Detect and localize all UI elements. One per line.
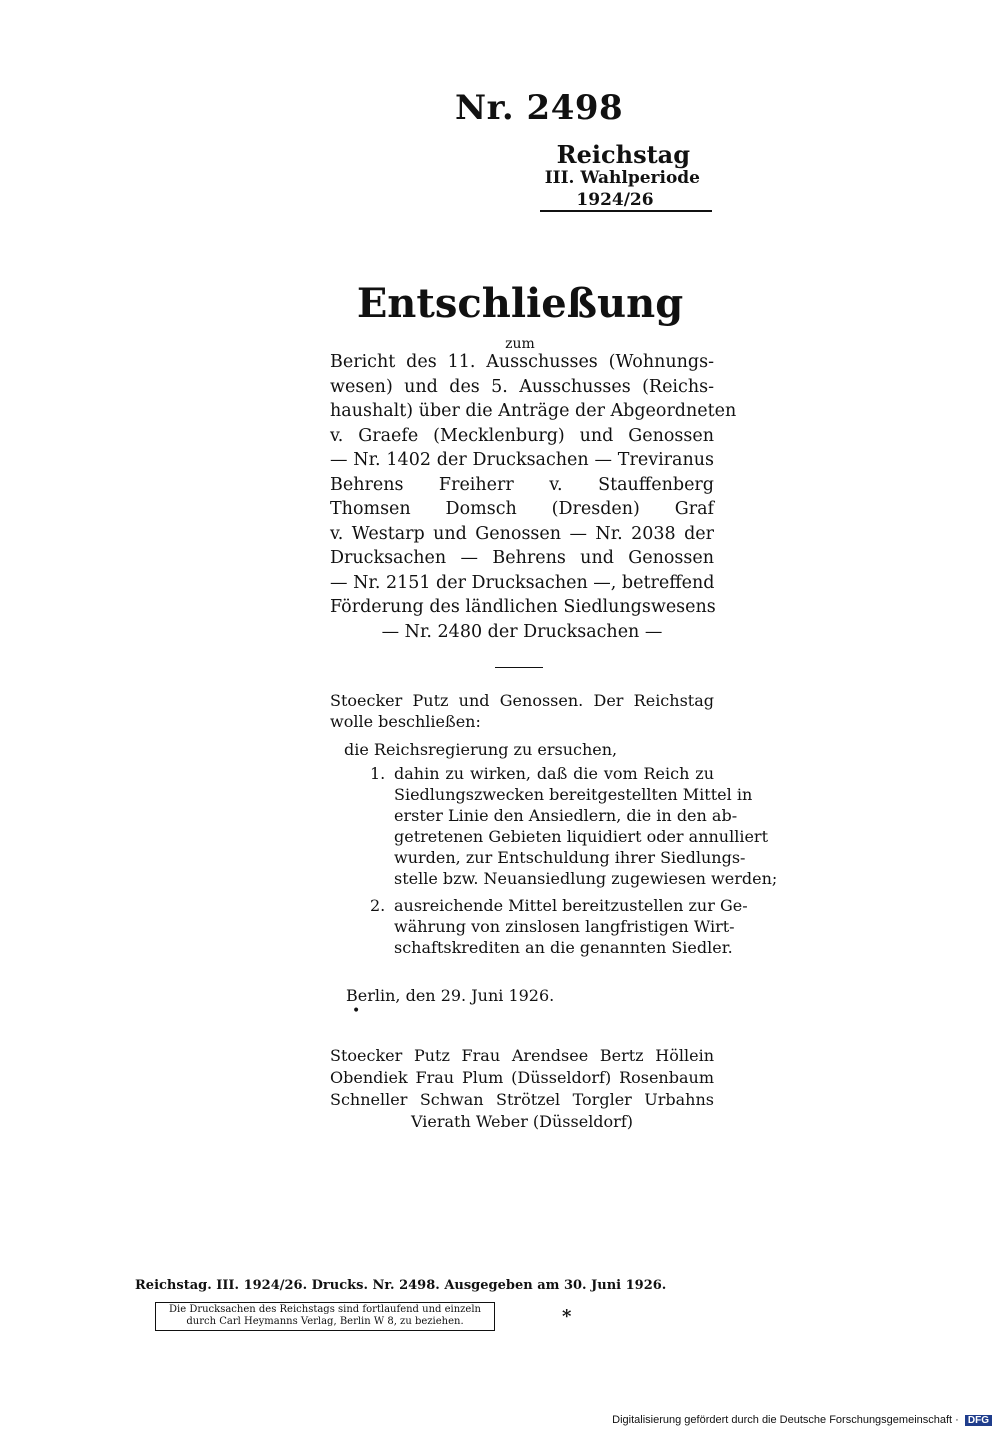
legislative-period: III. Wahlperiode [544, 168, 700, 188]
distribution-note-box [155, 1302, 495, 1331]
dfg-logo: DFG [965, 1415, 992, 1426]
item-line: schaftskrediten an die genannten Siedler. [394, 938, 733, 957]
document-title: Entschließung [356, 280, 684, 327]
header-rule [540, 210, 712, 212]
intro-line: — Nr. 2480 der Drucksachen — [381, 621, 663, 642]
motion-text [330, 690, 714, 732]
item-line: erster Linie den Ansiedlern, die in den ab- [394, 806, 738, 825]
item-line: Siedlungszwecken bereitgestellten Mittel in [394, 785, 753, 804]
signature-line: Schneller Schwan Strötzel Torgler Urbahns [330, 1090, 714, 1109]
item-line: getretenen Gebieten liquidiert oder annulliert [394, 827, 769, 846]
item-line: währung von zinslosen langfristigen Wirt- [394, 917, 735, 936]
digitization-credit-text: Digitalisierung gefördert durch die Deutsche Forschungsgemeinschaft · [612, 1414, 959, 1426]
parliament-name: Reichstag [556, 140, 690, 169]
item-line: ausreichende Mittel bereitzustellen zur Ge- [394, 896, 748, 915]
intro-line: Förderung des ländlichen Siedlungswesens [330, 597, 716, 617]
signature-line: Stoecker Putz Frau Arendsee Bertz Höllein [330, 1046, 714, 1065]
list-item [370, 763, 778, 889]
section-divider [495, 667, 543, 668]
signature-line: Vierath Weber (Düsseldorf) [411, 1112, 633, 1131]
item-line: wurden, zur Entschuldung ihrer Siedlungs- [394, 848, 746, 867]
stray-dot: • [352, 1003, 361, 1019]
item-number: 1. [370, 764, 386, 783]
intro-line: Bericht des 11. Ausschusses (Wohnungs- [330, 352, 714, 372]
intro-line: Drucksachen — Behrens und Genossen [330, 548, 714, 568]
distribution-note-line: Die Drucksachen des Reichstags sind fortlaufend und einzeln [169, 1304, 481, 1315]
intro-line: — Nr. 1402 der Drucksachen — Treviranus [330, 450, 714, 470]
distribution-note-line: durch Carl Heymanns Verlag, Berlin W 8, zu beziehen. [186, 1316, 464, 1327]
imprint-line: Reichstag. III. 1924/26. Drucks. Nr. 2498. Ausgegeben am 30. Juni 1926. [135, 1278, 667, 1293]
list-item [370, 895, 748, 958]
report-reference [330, 350, 737, 644]
motion-line: Stoecker Putz und Genossen. Der Reichstag [330, 691, 714, 710]
digitization-credit [612, 1414, 992, 1426]
intro-line: v. Westarp und Genossen — Nr. 2038 der [330, 523, 714, 544]
period-years: 1924/26 [576, 190, 654, 210]
intro-line: v. Graefe (Mecklenburg) und Genossen [330, 425, 714, 446]
item-number: 2. [370, 896, 386, 915]
motion-line: wolle beschließen: [330, 712, 481, 731]
preposition-zum: zum [505, 336, 535, 352]
request-text: die Reichsregierung zu ersuchen, [344, 740, 618, 759]
intro-line: Behrens Freiherr v. Stauffenberg [330, 474, 714, 495]
document-number: Nr. 2498 [455, 88, 624, 128]
intro-line: Thomsen Domsch (Dresden) Graf [330, 499, 714, 519]
signatories [330, 1045, 714, 1133]
item-line: stelle bzw. Neuansiedlung zugewiesen werden; [394, 869, 778, 888]
intro-line: haushalt) über die Anträge der Abgeordneten [330, 401, 737, 421]
intro-line: wesen) und des 5. Ausschusses (Reichs- [330, 376, 714, 397]
place-date: Berlin, den 29. Juni 1926. [346, 986, 555, 1005]
intro-line: — Nr. 2151 der Drucksachen —, betreffend [330, 572, 715, 593]
item-line: dahin zu wirken, daß die vom Reich zu [394, 764, 714, 783]
signature-line: Obendiek Frau Plum (Düsseldorf) Rosenbaum [330, 1068, 714, 1087]
asterisk-mark: * [562, 1306, 572, 1327]
